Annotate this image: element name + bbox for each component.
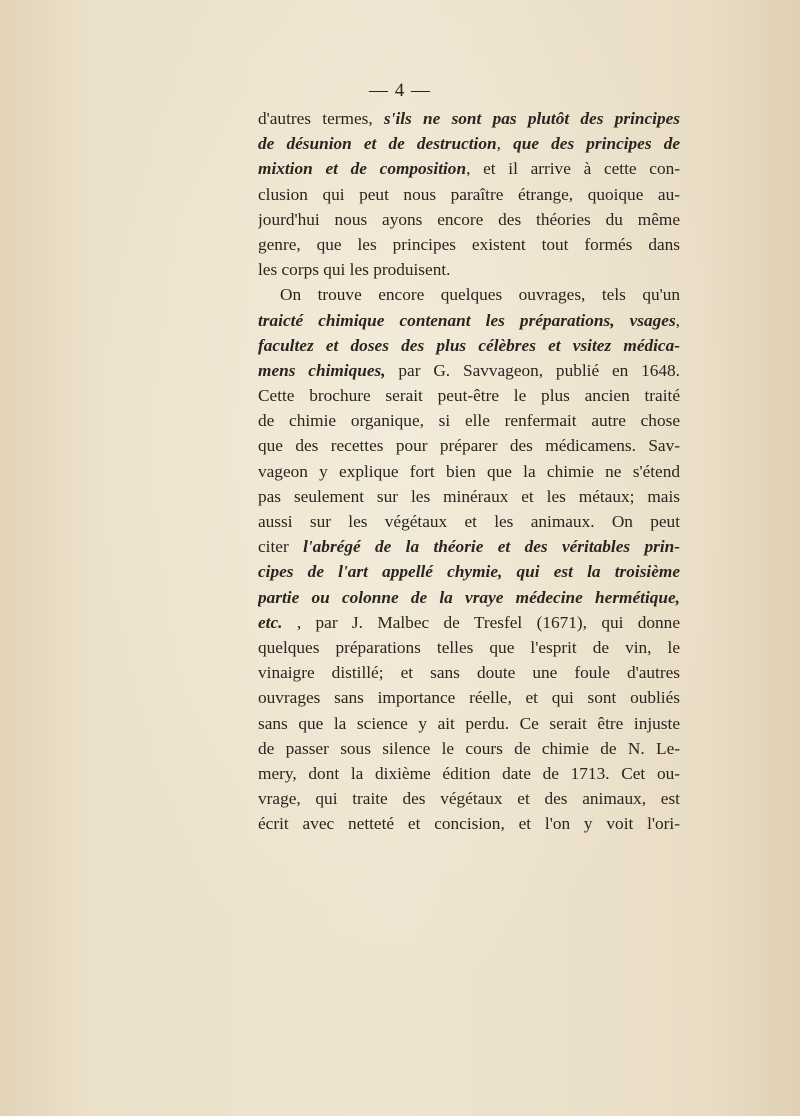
text-line xyxy=(258,660,680,685)
text-segment: ouvrages sans importance réelle, et qui sont oubliés xyxy=(258,688,680,708)
text-line xyxy=(258,635,680,660)
text-line xyxy=(258,585,680,610)
text-segment: pas seulement sur les minéraux et les métaux; mais xyxy=(258,486,680,506)
text-line xyxy=(258,433,680,458)
text-segment: les corps qui les produisent. xyxy=(258,260,451,280)
text-segment: sans que la science y ait perdu. Ce serait être injuste xyxy=(258,713,680,733)
text-segment: vrage, qui traite des végétaux et des animaux, est xyxy=(258,789,680,809)
text-segment: mery, dont la dixième édition date de 1713. Cet ou- xyxy=(258,763,680,783)
text-segment: Cette brochure serait peut-être le plus ancien traité xyxy=(258,386,680,406)
text-segment: de passer sous silence le cours de chimie de N. Le- xyxy=(258,738,680,758)
text-segment: clusion qui peut nous paraître étrange, quoique au- xyxy=(258,184,680,204)
text-line xyxy=(258,257,680,282)
text-line xyxy=(258,383,680,408)
text-segment: aussi sur les végétaux et les animaux. On peut xyxy=(258,512,680,531)
text-line xyxy=(258,207,680,232)
text-segment: , par J. Malbec de Tresfel (1671), qui donne xyxy=(282,612,680,632)
text-segment: vageon y explique fort bien que la chimie ne s'étend xyxy=(258,461,680,481)
text-line xyxy=(258,232,680,257)
text-line xyxy=(258,685,680,710)
italic-text-segment: traicté chimique contenant les préparations, vsages xyxy=(258,310,676,330)
text-line xyxy=(258,282,680,307)
italic-text-segment: l'abrégé de la théorie et des véritables prin- xyxy=(303,537,680,557)
text-line xyxy=(258,559,680,584)
text-segment: écrit avec netteté et concision, et l'on y voit l'ori- xyxy=(258,814,680,834)
body-text xyxy=(258,106,680,836)
text-segment: genre, que les principes existent tout formés dans xyxy=(258,234,680,254)
text-line xyxy=(258,509,680,534)
text-segment: vinaigre distillé; et sans doute une foule d'autres xyxy=(258,663,680,683)
text-line xyxy=(258,156,680,181)
text-line xyxy=(258,358,680,383)
text-line xyxy=(258,308,680,333)
text-segment: citer xyxy=(258,537,304,557)
text-segment: , xyxy=(496,134,514,154)
text-segment: , xyxy=(675,310,680,330)
text-segment: , et il arrive à cette con- xyxy=(466,159,680,179)
text-segment: On trouve encore quelques ouvrages, tels qu'un xyxy=(280,285,680,305)
italic-text-segment: partie ou colonne de la vraye médecine hermétique, xyxy=(258,587,680,607)
italic-text-segment: que des principes de xyxy=(513,134,680,154)
text-segment: d'autres termes, xyxy=(258,109,384,128)
text-segment: jourd'hui nous ayons encore des théories du même xyxy=(258,209,680,229)
italic-text-segment: etc. xyxy=(258,612,283,632)
text-segment: que des recettes pour préparer des médicamens. Sav- xyxy=(258,436,680,456)
italic-text-segment: de désunion et de destruction xyxy=(258,134,497,154)
text-segment: de chimie organique, si elle renfermait autre chose xyxy=(258,411,680,431)
text-segment: quelques préparations telles que l'esprit de vin, le xyxy=(258,637,680,657)
text-line xyxy=(258,408,680,433)
italic-text-segment: mixtion et de composition xyxy=(258,159,467,179)
page-number: — 4 — xyxy=(369,80,431,101)
italic-text-segment: mens chimiques, xyxy=(258,360,386,380)
italic-text-segment: s'ils ne sont pas plutôt des principes xyxy=(383,109,680,128)
text-line xyxy=(258,761,680,786)
italic-text-segment: cipes de l'art appellé chymie, qui est la troisième xyxy=(258,562,680,582)
text-segment: par G. Savvageon, publié en 1648. xyxy=(385,360,680,380)
text-line xyxy=(258,106,680,131)
text-line xyxy=(258,534,680,559)
text-line xyxy=(258,333,680,358)
text-line xyxy=(258,610,680,635)
text-line xyxy=(258,131,680,156)
text-line xyxy=(258,484,680,509)
italic-text-segment: facultez et doses des plus célèbres et vsitez médica- xyxy=(258,335,680,355)
text-line xyxy=(258,786,680,811)
text-line xyxy=(258,736,680,761)
text-line xyxy=(258,459,680,484)
text-line xyxy=(258,711,680,736)
text-line xyxy=(258,182,680,207)
text-line xyxy=(258,811,680,836)
